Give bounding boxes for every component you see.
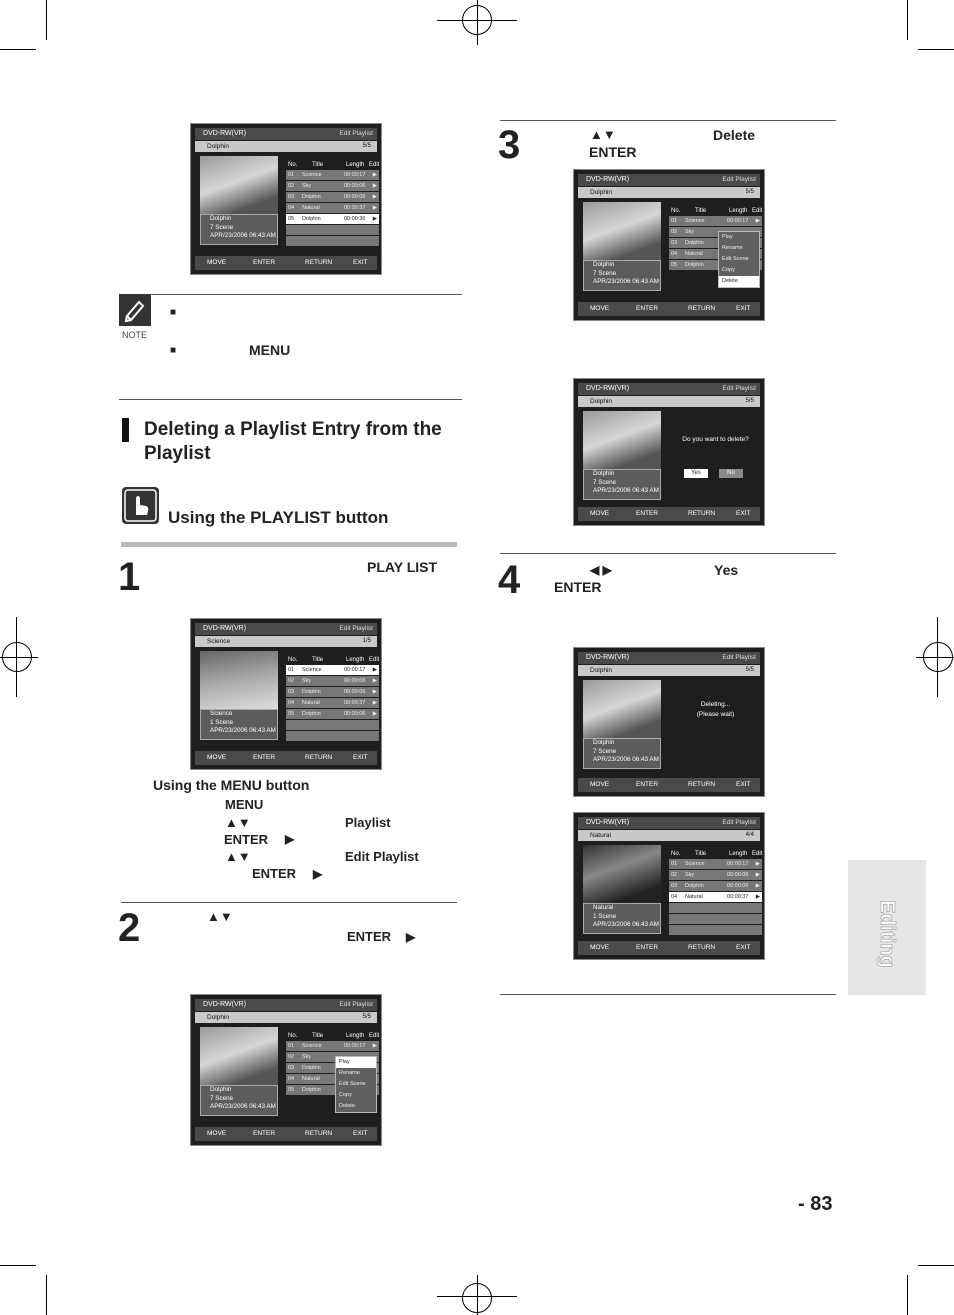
info-box: Dolphin 7 Scene APR/23/2006 06:43 AM bbox=[200, 214, 278, 245]
playlist-keyword: Playlist bbox=[345, 815, 391, 830]
playlist-table: No. Title Length Edit 01 Science 00:00:17 ▶ 02 Sky 00:00:06 ▶ 03 Dolphin 00:00:06 ▶ 04 Natural 00:00:37 ▶ 05 Dolphin 00:00:36 ▶ bbox=[286, 160, 379, 247]
play-arrow: ▶ bbox=[285, 832, 295, 846]
menu-keyword: MENU bbox=[225, 797, 264, 812]
dolphin-thumbnail bbox=[200, 156, 278, 214]
no-button[interactable]: No bbox=[719, 469, 743, 478]
enter-keyword: ENTER bbox=[589, 144, 637, 160]
dolphin-thumbnail bbox=[583, 680, 661, 738]
step-rule bbox=[500, 120, 836, 121]
hand-button-icon bbox=[122, 487, 159, 524]
arrow-keyword: ▲▼ bbox=[225, 815, 251, 830]
deleting-message: Deleting... (Please wait) bbox=[696, 701, 735, 718]
arrow-keyword: ▲▼ bbox=[207, 909, 233, 924]
osd-screen-confirm-delete: DVD-RW(VR) Edit Playlist Dolphin 5/5 Dolphin 7 Scene APR/23/2006 06:43 AM Do you want to delete? Yes No MOVE ENTER RETURN EXIT bbox=[573, 378, 765, 526]
note-rule bbox=[119, 294, 462, 295]
subsection-title: Using the PLAYLIST button bbox=[168, 508, 389, 527]
enter-keyword: ENTER bbox=[252, 866, 297, 881]
step-rule bbox=[121, 902, 457, 903]
note-label: NOTE bbox=[122, 330, 148, 340]
edit-playlist-keyword: Edit Playlist bbox=[345, 849, 419, 864]
section-bar bbox=[122, 418, 129, 442]
yes-button[interactable]: Yes bbox=[684, 469, 708, 478]
dolphin-thumbnail bbox=[200, 1027, 278, 1085]
playlist-name: Dolphin bbox=[207, 143, 230, 150]
osd-screen-edit-playlist: DVD-RW(VR) Edit Playlist Dolphin 5/5 Dolphin 7 Scene APR/23/2006 06:43 AM No. Title Length Edit 01 Science 00:00:17 ▶ 02 Sky 00:00:06 ▶ 03 Dolphin 00:00:06 ▶ 04 Natural 00:00:37 ▶ 05 Dolphin 00:00:36 ▶ MOVE ENTER RETURN EXIT bbox=[190, 123, 382, 275]
play-arrow: ▶ bbox=[313, 867, 323, 881]
arrow-keyword: ◀ ▶ bbox=[590, 563, 612, 577]
crop-mark bbox=[918, 49, 954, 50]
dolphin-thumbnail bbox=[583, 202, 661, 260]
otter-thumbnail bbox=[583, 845, 661, 903]
section-rule bbox=[119, 399, 462, 400]
menu-method-title: Using the MENU button bbox=[153, 777, 310, 793]
osd-screen-science: DVD-RW(VR) Edit Playlist Science 1/5 Science 1 Scene APR/23/2006 06:43 AM No. Title Length Edit 01 Science 00:00:17 ▶ 02 Sky 00:00:06 ▶ 03 Dolphin 00:00:06 ▶ 04 Natural 00:00:37 ▶ 05 Dolphin 00:00:06 ▶ MOVE ENTER RETURN EXIT bbox=[190, 618, 382, 770]
step-number: 4 bbox=[498, 558, 521, 602]
crop-mark bbox=[46, 1275, 47, 1315]
device-label: DVD-RW(VR) bbox=[203, 130, 247, 137]
step-number: 2 bbox=[118, 906, 141, 950]
popup-menu: Play Rename Edit Scene Copy Delete bbox=[718, 231, 760, 288]
menu-title: Edit Playlist bbox=[339, 130, 373, 137]
osd-screen-deleting: DVD-RW(VR) Edit Playlist Dolphin 5/5 Dolphin 7 Scene APR/23/2006 06:43 AM Deleting... (Please wait) MOVE ENTER RETURN EXIT bbox=[573, 647, 765, 797]
step-number: 1 bbox=[118, 555, 141, 599]
enter-keyword: ENTER bbox=[224, 832, 269, 847]
osd-screen-delete-selected: DVD-RW(VR) Edit Playlist Dolphin 5/5 Dolphin 7 Scene APR/23/2006 06:43 AM No. Title Length Edit 01 Science 00:00:17 ▶ 02 Sky 03 Dolphin 04 Natural 05 Dolphin Play Rename Edit Scene Copy Delete MOVE ENTER RETURN EXIT bbox=[573, 169, 765, 321]
crop-mark bbox=[907, 1275, 908, 1315]
dolphin-thumbnail bbox=[583, 411, 661, 469]
osd-screen-popup-menu: DVD-RW(VR) Edit Playlist Dolphin 5/5 Dolphin 7 Scene APR/23/2006 06:43 AM No. Title Length Edit 01 Science 00:00:17 ▶ 02 Sky 03 Dolphin 04 Natural 05 Dolphin Play Rename Edit Scene Copy Delete MOVE ENTER RETURN EXIT bbox=[190, 994, 382, 1146]
note-bullet: ■ bbox=[170, 307, 177, 318]
osd-screen-after-delete: DVD-RW(VR) Edit Playlist Natural 4/4 Natural 1 Scene APR/23/2006 06:43 AM No. Title Length Edit 01 Science 00:00:17 ▶ 02 Sky 00:00:06 ▶ 03 Dolphin 00:00:06 ▶ 04 Natural 00:00:37 ▶ MOVE ENTER RETURN EXIT bbox=[573, 812, 765, 960]
step-number: 3 bbox=[498, 123, 521, 167]
side-tab bbox=[848, 860, 926, 995]
crop-mark bbox=[46, 0, 47, 40]
confirm-message: Do you want to delete? bbox=[682, 436, 749, 443]
crop-mark bbox=[0, 49, 36, 50]
step-rule bbox=[500, 553, 836, 554]
enter-keyword: ENTER bbox=[554, 579, 602, 595]
section-title: Deleting a Playlist Entry from the Playlist bbox=[144, 419, 442, 464]
popup-menu: Play Rename Edit Scene Copy Delete bbox=[335, 1056, 377, 1113]
crop-mark bbox=[0, 1265, 36, 1266]
play-list-keyword: PLAY LIST bbox=[367, 559, 438, 575]
page-indicator: 5/5 bbox=[362, 143, 371, 149]
arrow-keyword: ▲▼ bbox=[590, 127, 616, 142]
crop-mark bbox=[918, 1265, 954, 1266]
step-rule bbox=[500, 994, 836, 995]
subsection-rule bbox=[121, 542, 457, 547]
note-icon bbox=[119, 294, 151, 326]
crop-mark bbox=[907, 0, 908, 40]
arrow-keyword: ▲▼ bbox=[225, 849, 251, 864]
side-tab-label: Editing bbox=[876, 900, 898, 968]
note-menu-keyword: MENU bbox=[249, 342, 291, 358]
play-arrow: ▶ bbox=[406, 930, 416, 944]
seagull-thumbnail bbox=[200, 651, 278, 709]
yes-keyword: Yes bbox=[714, 562, 739, 578]
note-bullet: ■ bbox=[170, 345, 177, 356]
enter-keyword: ENTER bbox=[347, 929, 392, 944]
delete-keyword: Delete bbox=[713, 127, 756, 143]
page-number: - 83 bbox=[798, 1193, 833, 1215]
